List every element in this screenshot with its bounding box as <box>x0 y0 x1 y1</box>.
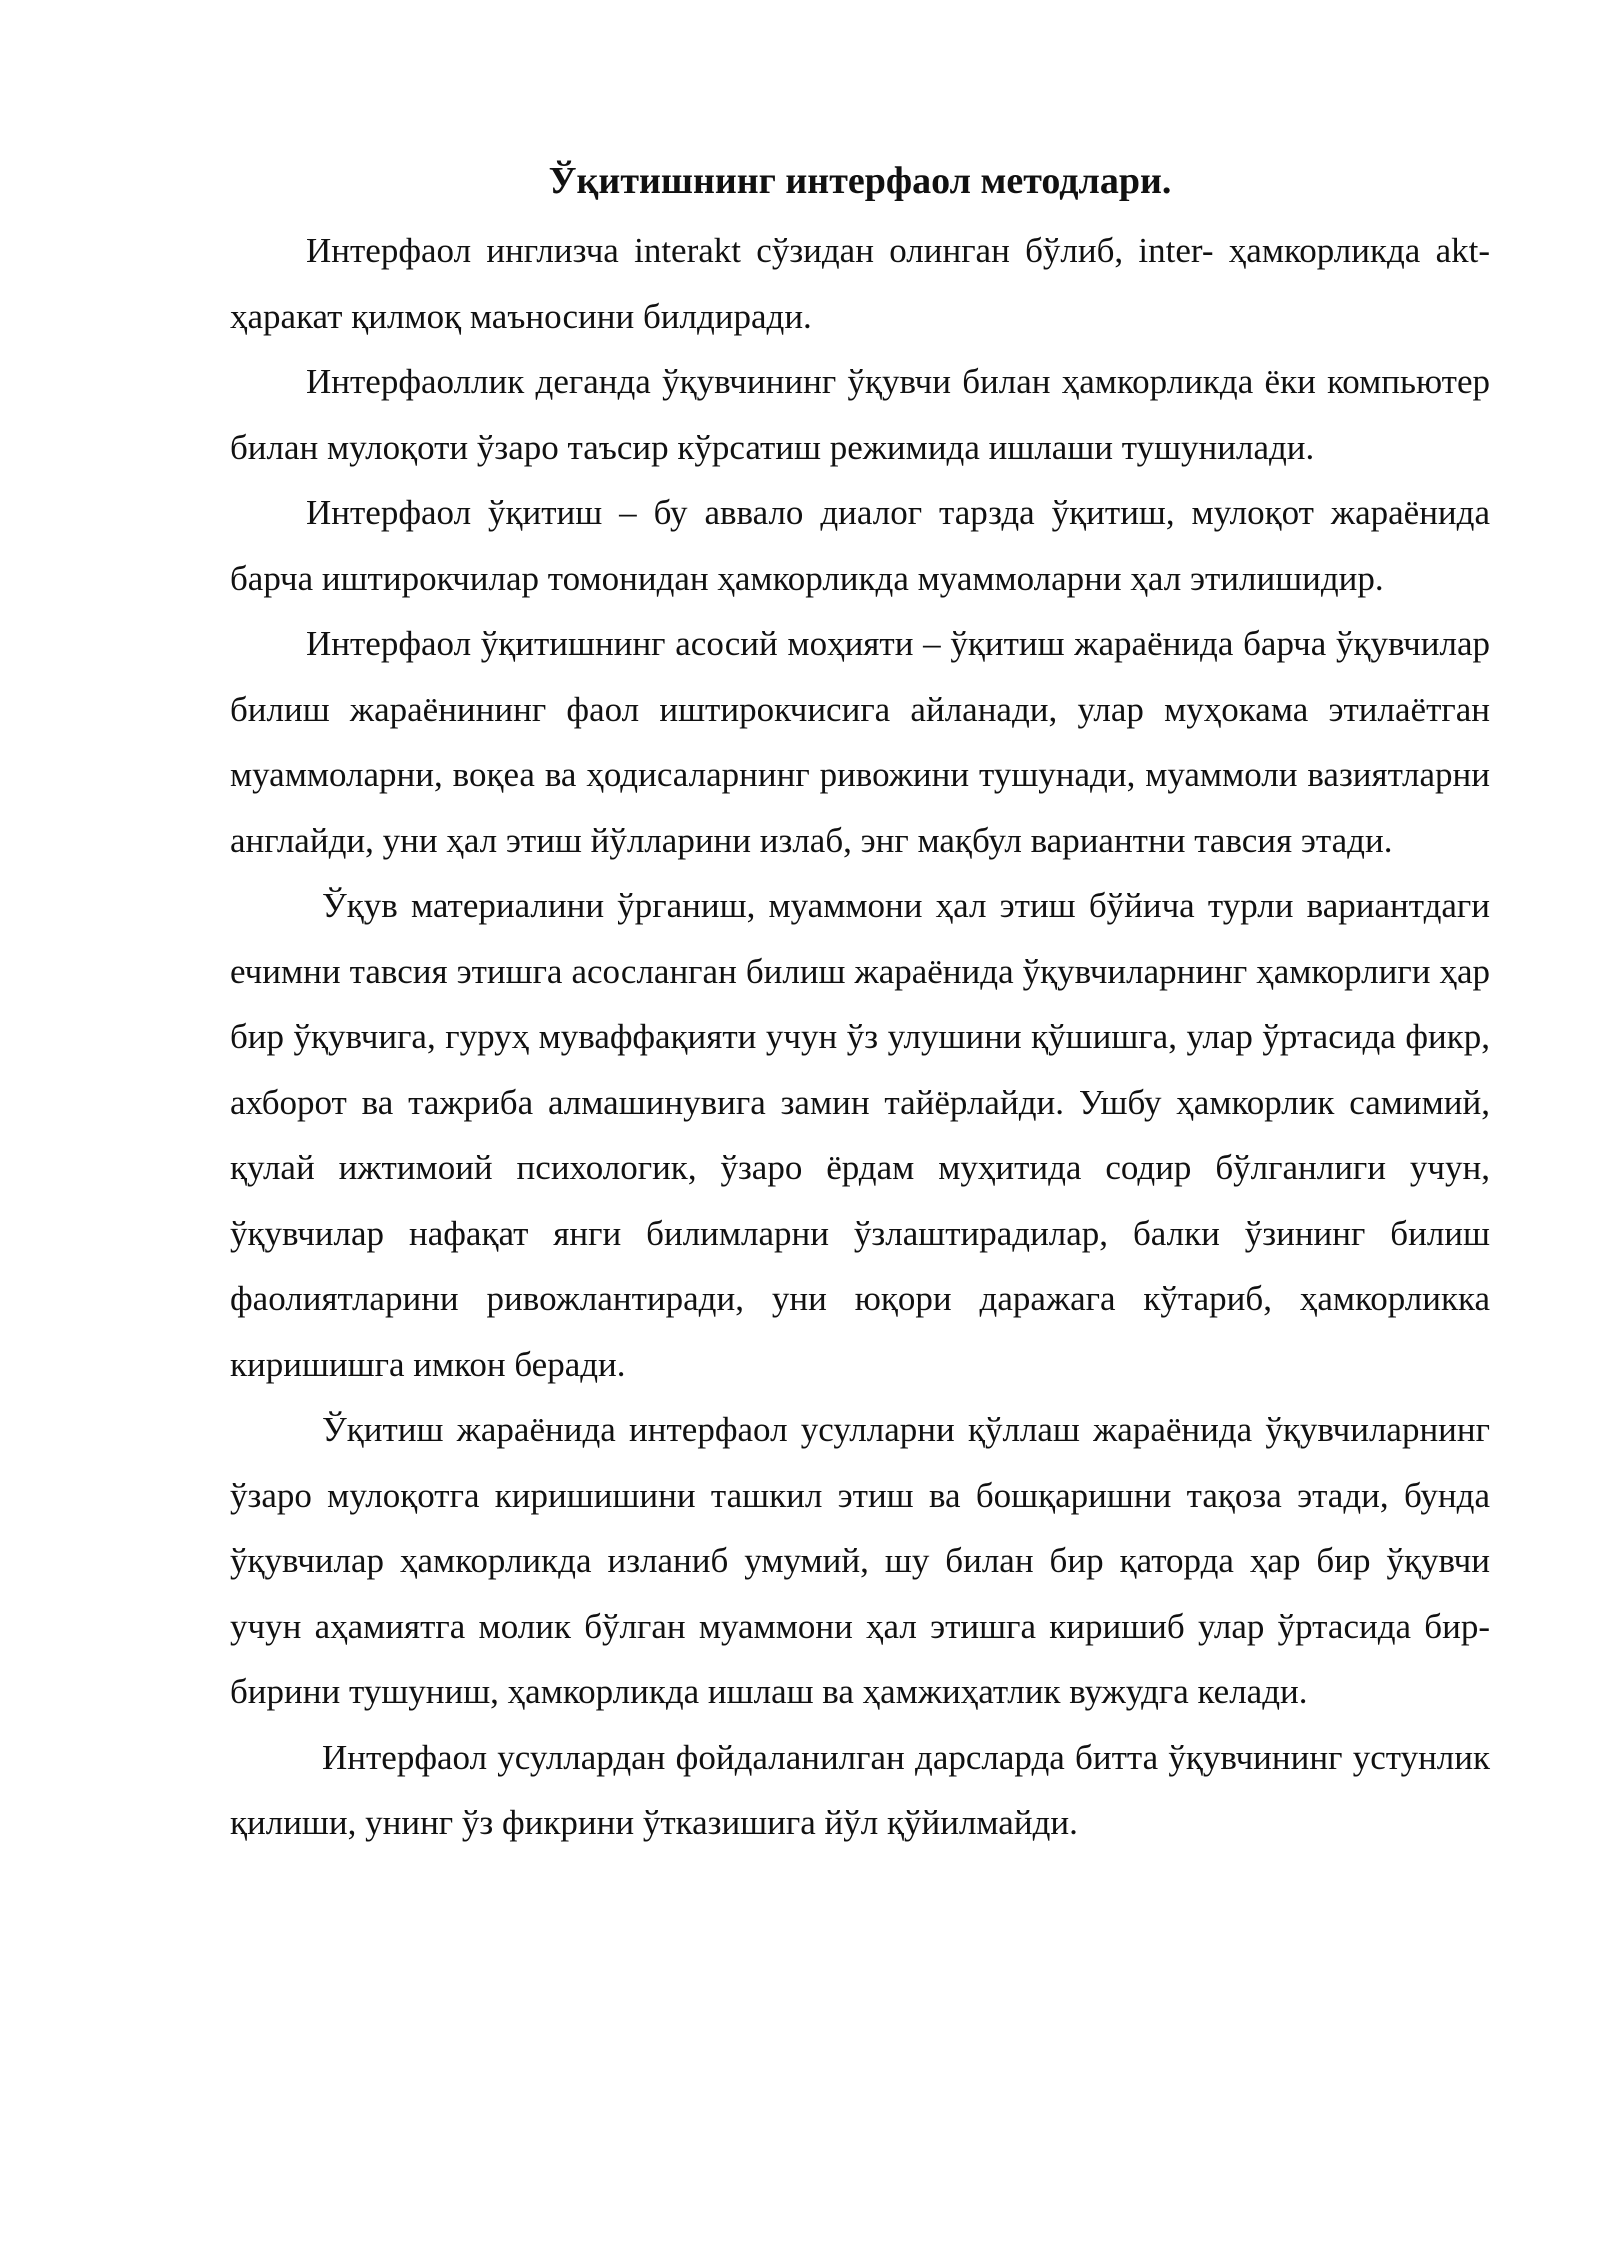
paragraph-4: Интерфаол ўқитишнинг асосий моҳияти – ўқитиш жараёнида барча ўқувчилар билиш жараёнининг фаол иштирокчисига айланади, улар муҳокама этилаётган муаммоларни, воқеа ва ҳодисаларнинг ривожини тушунади, муаммоли вазиятларни англайди, уни ҳал этиш йўлларини излаб, энг мақбул вариантни тавсия этади. <box>230 624 1490 860</box>
page-title: Ўқитишнинг интерфаол методлари. <box>548 160 1172 202</box>
paragraph-5: Ўқув материалини ўрганиш, муаммони ҳал этиш бўйича турли вариантдаги ечимни тавсия этишга асосланган билиш жараёнида ўқувчиларнинг ҳамкорлиги ҳар бир ўқувчига, гуруҳ муваффақияти учун ўз улушини қўшишга, улар ўртасида фикр, ахборот ва тажриба алмашинувига замин тайёрлайди. Ушбу ҳамкорлик самимий, қулай ижтимоий психологик, ўзаро ёрдам муҳитида содир бўлганлиги учун, ўқувчилар нафақат янги билимларни ўзлаштирадилар, балки ўзининг билиш фаолиятларини ривожлантиради, уни юқори даражага кўтариб, ҳамкорликка киришишга имкон беради. <box>230 886 1490 1384</box>
paragraph-6: Ўқитиш жараёнида интерфаол усулларни қўллаш жараёнида ўқувчиларнинг ўзаро мулоқотга киришишини ташкил этиш ва бошқаришни тақоза этади, бунда ўқувчилар ҳамкорликда изланиб умумий, шу билан бир қаторда ҳар бир ўқувчи учун аҳамиятга молик бўлган муаммони ҳал этишга киришиб улар ўртасида бир-бирини тушуниш, ҳамкорликда ишлаш ва ҳамжиҳатлик вужудга келади. <box>230 1410 1490 1711</box>
paragraph-7: Интерфаол усуллардан фойдаланилган дарсларда битта ўқувчининг устунлик қилиши, унинг ўз фикрини ўтказишига йўл қўйилмайди. <box>230 1737 1490 1842</box>
paragraph-1: Интерфаол инглизча interakt сўзидан олинган бўлиб, inter- ҳамкорликда akt- ҳаракат қилмоқ маъносини билдиради. <box>230 231 1490 336</box>
document-body <box>230 148 1490 1856</box>
paragraph-2: Интерфаоллик деганда ўқувчининг ўқувчи билан ҳамкорликда ёки компьютер билан мулоқоти ўзаро таъсир кўрсатиш режимида ишлаши тушунилади. <box>230 362 1490 467</box>
paragraph-3: Интерфаол ўқитиш – бу аввало диалог тарзда ўқитиш, мулоқот жараёнида барча иштирокчилар томонидан ҳамкорликда муаммоларни ҳал этилишидир. <box>230 493 1490 598</box>
